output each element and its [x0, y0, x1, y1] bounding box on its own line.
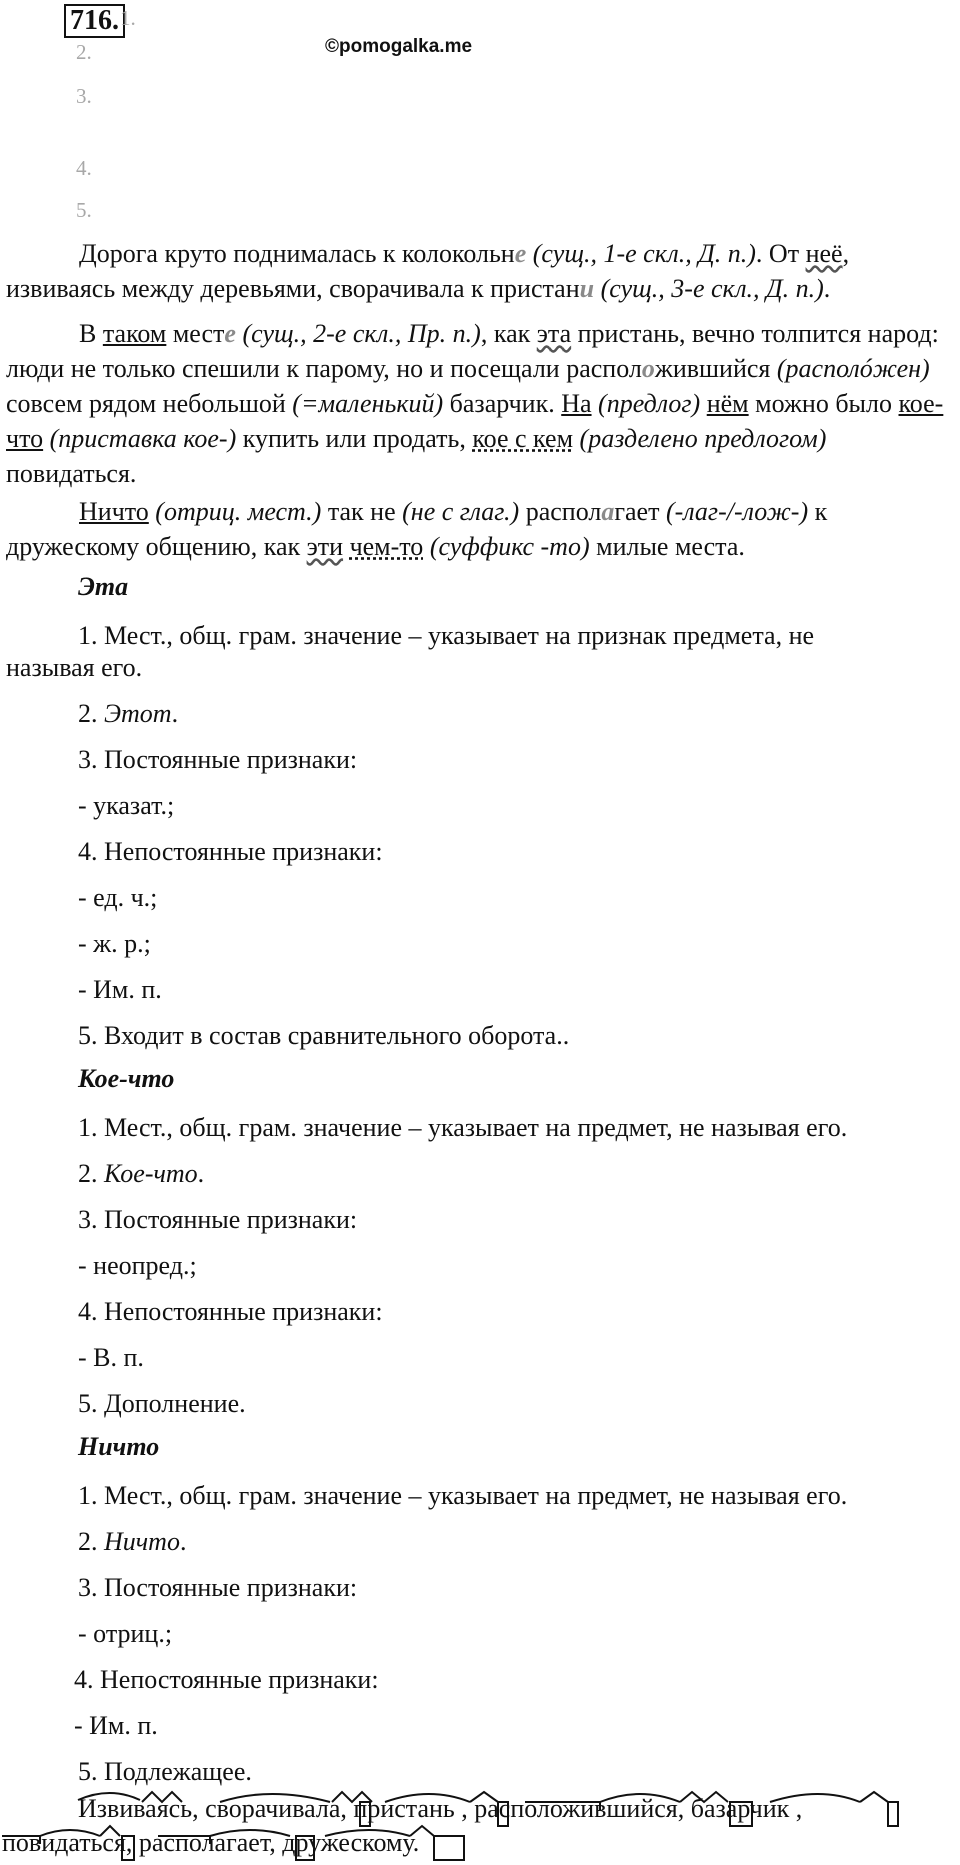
morphemic-line-1: Извиваясь, сворачивала, пристань , расположившийся, базарчик ,	[78, 1794, 803, 1823]
eta-line-5: 4. Непостоянные признаки:	[78, 837, 383, 866]
eta-line-7: - ж. р.;	[78, 929, 151, 958]
eta-line-1b: называя его.	[6, 653, 143, 682]
eta-line-1: 1. Мест., общ. грам. значение – указывает на признак предмета, не	[78, 621, 815, 650]
eta-line-8: - Им. п.	[78, 975, 162, 1004]
morphemic-analysis	[0, 1780, 960, 1865]
eta-line-2: 2. Этот.	[78, 699, 179, 728]
nichto-line-5: 4. Непостоянные признаки:	[74, 1665, 379, 1694]
paragraph-3: Ничто (отриц. мест.) так не (не с глаг.) располагает (-лаг-/-лож-) к дружескому общению, как эти чем-то (суффикс -то) милые места.	[6, 497, 828, 561]
eta-line-3: 3. Постоянные признаки:	[78, 745, 358, 774]
koe-line-7: 5. Дополнение.	[78, 1389, 246, 1418]
eta-line-6: - ед. ч.;	[78, 883, 158, 912]
line-number-5: 5.	[76, 198, 92, 222]
morphemic-line-2: повидаться, располагает, дружескому.	[2, 1828, 420, 1857]
nichto-line-2: 2. Ничто.	[78, 1527, 187, 1556]
heading-eta: Эта	[78, 572, 129, 601]
nichto-line-6: - Им. п.	[74, 1711, 158, 1740]
nichto-line-7: 5. Подлежащее.	[78, 1757, 252, 1786]
nichto-line-4: - отриц.;	[78, 1619, 173, 1648]
koe-line-2: 2. Кое-что.	[78, 1159, 205, 1188]
watermark: ©pomogalka.me	[325, 36, 473, 57]
koe-line-1: 1. Мест., общ. грам. значение – указывает на предмет, не называя его.	[78, 1113, 848, 1142]
line-number-4: 4.	[76, 156, 92, 180]
koe-line-5: 4. Непостоянные признаки:	[78, 1297, 383, 1326]
line-number-3: 3.	[76, 84, 92, 108]
koe-line-3: 3. Постоянные признаки:	[78, 1205, 358, 1234]
paragraph-2: В таком месте (сущ., 2-е скл., Пр. п.), как эта пристань, вечно толпится народ: люди не только спешили к парому, но и посещали расположившийся (располóжен) совсем рядом небольшой (=маленький) базарчик. На (предлог) нём можно было кое-что (приставка кое-) купить или продать, кое с кем (разделено предлогом) повидаться.	[6, 319, 944, 488]
task-number: 716.	[64, 4, 125, 38]
line-number-2: 2.	[76, 40, 92, 64]
koe-line-6: - В. п.	[78, 1343, 144, 1372]
nichto-line-1: 1. Мест., общ. грам. значение – указывает на предмет, не называя его.	[78, 1481, 848, 1510]
ending-box	[434, 1836, 464, 1860]
paragraph-1: Дорога круто поднималась к колокольне (сущ., 1-е скл., Д. п.). От неё, извиваясь между деревьями, сворачивала к пристани (сущ., 3-е скл., Д. п.).	[6, 239, 850, 303]
eta-line-9: 5. Входит в состав сравнительного оборота..	[78, 1021, 570, 1050]
nichto-line-3: 3. Постоянные признаки:	[78, 1573, 358, 1602]
suffix-mark	[860, 1792, 888, 1802]
heading-nichto: Ничто	[78, 1432, 160, 1461]
heading-koe-chto: Кое-что	[78, 1064, 175, 1093]
koe-line-4: - неопред.;	[78, 1251, 197, 1280]
eta-line-4: - указат.;	[78, 791, 175, 820]
ending-box	[888, 1802, 898, 1826]
line-number-1: 1.	[120, 6, 136, 30]
